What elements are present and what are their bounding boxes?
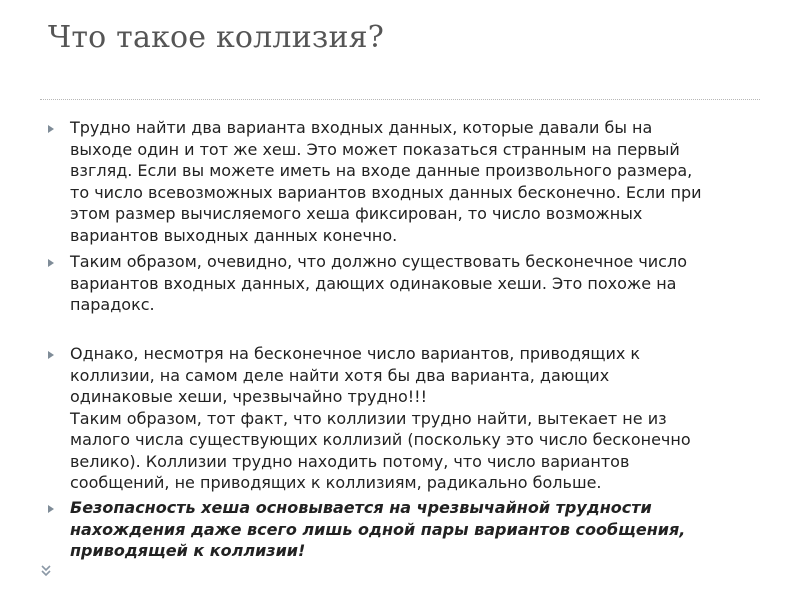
paragraph-line: выходе один и тот же хеш. Это может показаться странным на первый xyxy=(70,139,680,159)
paragraph-line: парадокс. xyxy=(70,295,155,314)
bullet-triangle-icon xyxy=(48,351,54,359)
paragraph-line: Трудно найти два варианта входных данных, которые давали бы на xyxy=(70,118,653,137)
paragraph-line: Таким образом, тот факт, что коллизии трудно найти, вытекает не из xyxy=(70,408,667,428)
paragraph-line: Однако, несмотря на бесконечное число вариантов, приводящих к xyxy=(70,344,641,363)
paragraph-line: приводящей к коллизии! xyxy=(70,541,306,560)
paragraph-line: взгляд. Если вы можете иметь на входе данные произвольного размера, xyxy=(70,161,693,180)
paragraph-line: коллизии, на самом деле найти хотя бы два варианта, дающих xyxy=(70,365,610,385)
bullet-paragraph-1 xyxy=(70,117,780,246)
bullet-paragraph-2 xyxy=(70,251,780,316)
paragraph-line: вариантов входных данных, дающих одинаковые хеши. Это похоже на xyxy=(70,273,677,293)
bullet-triangle-icon xyxy=(48,505,54,513)
paragraph-line: одинаковые хеши, чрезвычайно трудно!!! xyxy=(70,387,427,406)
double-chevron-down-icon[interactable] xyxy=(40,564,52,580)
bullet-triangle-icon xyxy=(48,259,54,267)
paragraph-line: Таким образом, очевидно, что должно существовать бесконечное число xyxy=(70,252,687,271)
paragraph-line: то число всевозможных вариантов входных данных бесконечно. Если при xyxy=(70,182,702,202)
paragraph-line: этом размер вычисляемого хеша фиксирован, то число возможных xyxy=(70,204,643,223)
paragraph-line: вариантов выходных данных конечно. xyxy=(70,225,398,245)
paragraph-line: нахождения даже всего лишь одной пары вариантов сообщения, xyxy=(70,519,686,539)
bullet-paragraph-4 xyxy=(70,497,780,562)
paragraph-line: велико). Коллизии трудно находить потому, что число вариантов xyxy=(70,451,630,471)
paragraph-line: малого числа существующих коллизий (поскольку это число бесконечно xyxy=(70,430,691,449)
paragraph-line: сообщений, не приводящих к коллизиям, радикально больше. xyxy=(70,473,602,492)
bullet-paragraph-3 xyxy=(70,343,780,494)
slide-title: Что такое коллизия? xyxy=(48,20,385,55)
title-divider xyxy=(40,99,760,100)
bullet-triangle-icon xyxy=(48,125,54,133)
paragraph-line: Безопасность хеша основывается на чрезвычайной трудности xyxy=(70,498,652,517)
